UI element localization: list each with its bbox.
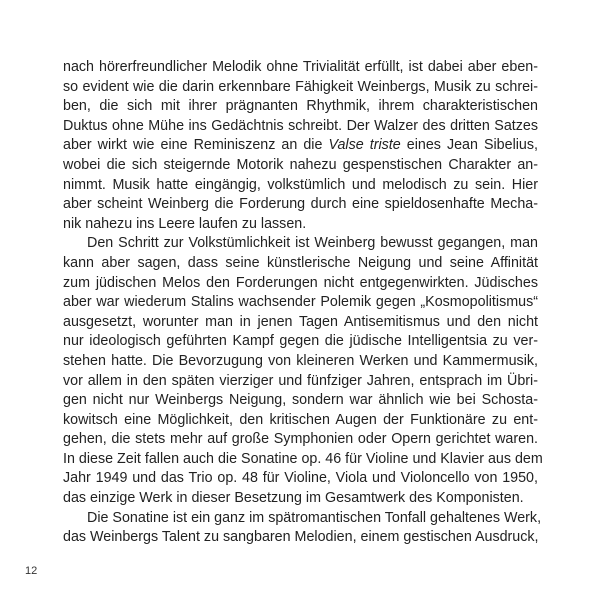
text-line: Jahr 1949 und das Trio op. 48 für Violine, Viola und Violoncello von 1950,	[63, 470, 538, 487]
text-line: stehen hatte. Die Bevorzugung von kleineren Werken und Kammermusik,	[63, 352, 538, 369]
text-line: vor allem in den späten vierziger und fünfziger Jahren, entsprach im Übri-	[63, 372, 538, 389]
text-segment: eines Jean Sibelius,	[400, 137, 539, 154]
text-line: Die Sonatine ist ein ganz im spätromantischen Tonfall gehaltenes Werk,	[87, 509, 542, 526]
text-line: nur ideologisch geführten Kampf gegen die jüdische Intelligentsia zu ver-	[63, 333, 538, 350]
text-line: kann aber sagen, dass seine künstlerische Neigung und seine Affinität	[63, 254, 538, 271]
text-line	[63, 136, 538, 156]
text-line: gehen, die stets mehr auf große Symphonien oder Opern gerichtet waren.	[63, 431, 538, 448]
text-line: das einzige Werk in dieser Besetzung im Gesamtwerk des Komponisten.	[63, 490, 524, 507]
text-line: das Weinbergs Talent zu sangbaren Melodien, einem gestischen Ausdruck,	[63, 529, 539, 546]
text-line: nik nahezu ins Leere laufen zu lassen.	[63, 215, 307, 232]
body-text	[63, 58, 543, 548]
text-line: aber scheint Weinberg die Forderung durch eine spieldosenhafte Mecha-	[63, 196, 538, 213]
text-line: so evident wie die darin erkennbare Fähigkeit Weinbergs, Musik zu schrei-	[63, 78, 538, 95]
text-line: Duktus ohne Mühe ins Gedächtnis schreibt. Der Walzer des dritten Satzes	[63, 117, 538, 134]
text-line: wobei die sich steigernde Motorik nahezu gespenstischen Charakter an-	[63, 156, 538, 173]
text-line: ben, die sich mit ihrer prägnanten Rhythmik, ihrem charakteristischen	[63, 98, 538, 115]
work-title-valse-triste: Valse triste	[328, 137, 401, 154]
text-line: Den Schritt zur Volkstümlichkeit ist Weinberg bewusst gegangen, man	[87, 235, 538, 252]
text-line: zum jüdischen Melos den Forderungen nicht entgegenwirkten. Jüdisches	[63, 274, 538, 291]
text-line: aber war wiederum Stalins wachsender Polemik gegen „Kosmopolitismus“	[63, 294, 538, 311]
text-line: ausgesetzt, worunter man in jenen Tagen Antisemitismus und den nicht	[63, 313, 538, 330]
text-line: gen nicht nur Weinbergs Neigung, sondern war ähnlich wie bei Schosta-	[63, 392, 538, 409]
text-line: nimmt. Musik hatte eingängig, volkstümlich und melodisch zu sein. Hier	[63, 176, 538, 193]
page-number: 12	[25, 565, 38, 577]
text-line: In diese Zeit fallen auch die Sonatine op. 46 für Violine und Klavier aus dem	[63, 450, 543, 467]
text-segment: aber wirkt wie eine Reminiszenz an die	[63, 137, 329, 154]
text-line: kowitsch eine Möglichkeit, den kritischen Augen der Funktionäre zu ent-	[63, 411, 538, 428]
text-line: nach hörerfreundlicher Melodik ohne Trivialität erfüllt, ist dabei aber eben-	[63, 59, 538, 75]
